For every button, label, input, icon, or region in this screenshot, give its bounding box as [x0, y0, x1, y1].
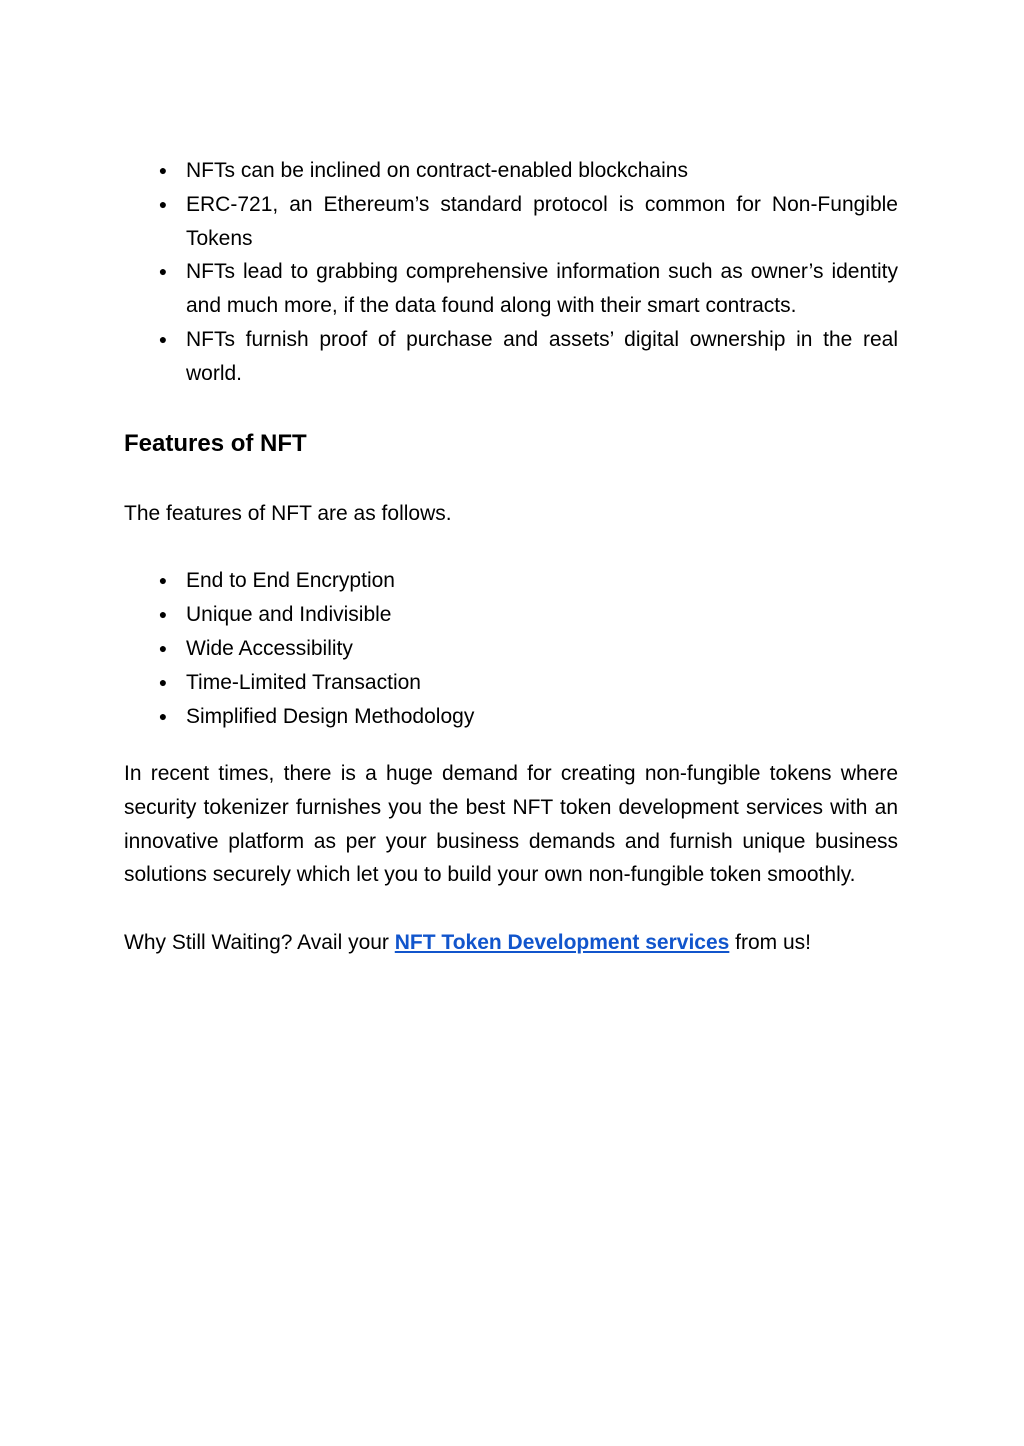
list-item: [124, 188, 898, 256]
list-item: [124, 564, 898, 598]
list-item-text: NFTs can be inclined on contract-enabled blockchains: [186, 159, 688, 182]
nft-facts-list: [124, 154, 898, 391]
bullet-icon: ●: [158, 162, 168, 178]
nft-development-link[interactable]: NFT Token Development services: [394, 930, 730, 954]
list-item-text: ERC-721, an Ethereum’s standard protocol is common for Non-Fungible Tokens: [186, 192, 898, 250]
cta-prefix: Why Still Waiting? Avail your: [124, 930, 395, 954]
list-item: [124, 598, 898, 632]
body-paragraph: In recent times, there is a huge demand for creating non-fungible tokens where security tokenizer furnishes you the best NFT token development services with an innovative platform as per your business demands and furnish unique business solutions securely which let you to build your own non-fungible token smoothly.: [124, 762, 898, 887]
list-item: [124, 154, 898, 188]
bullet-icon: ●: [158, 263, 168, 280]
bullet-icon: ●: [158, 195, 168, 212]
feature-text: Unique and Indivisible: [186, 603, 392, 627]
feature-text: Time-Limited Transaction: [186, 670, 421, 694]
bullet-icon: ●: [158, 673, 168, 690]
feature-text: Simplified Design Methodology: [186, 704, 475, 728]
list-item: [124, 666, 898, 700]
feature-text: Wide Accessibility: [186, 636, 353, 660]
list-item-text: NFTs lead to grabbing comprehensive information such as owner’s identity and much more, if the data found along with their smart contracts.: [186, 260, 898, 318]
bullet-icon: ●: [158, 572, 168, 589]
features-intro: The features of NFT are as follows.: [124, 501, 452, 525]
list-item-text: NFTs furnish proof of purchase and assets’ digital ownership in the real world.: [186, 327, 898, 385]
document-content: [124, 154, 898, 959]
bullet-icon: ●: [158, 330, 168, 347]
bullet-icon: ●: [158, 606, 168, 623]
list-item: [124, 323, 898, 391]
section-heading: Features of NFT: [124, 429, 307, 457]
list-item: [124, 700, 898, 734]
features-list: [124, 564, 898, 733]
cta-suffix: from us!: [729, 930, 812, 954]
list-item: [124, 632, 898, 666]
bullet-icon: ●: [158, 707, 168, 724]
bullet-icon: ●: [158, 639, 168, 656]
call-to-action: [124, 926, 898, 960]
feature-text: End to End Encryption: [186, 569, 395, 593]
list-item: [124, 255, 898, 323]
